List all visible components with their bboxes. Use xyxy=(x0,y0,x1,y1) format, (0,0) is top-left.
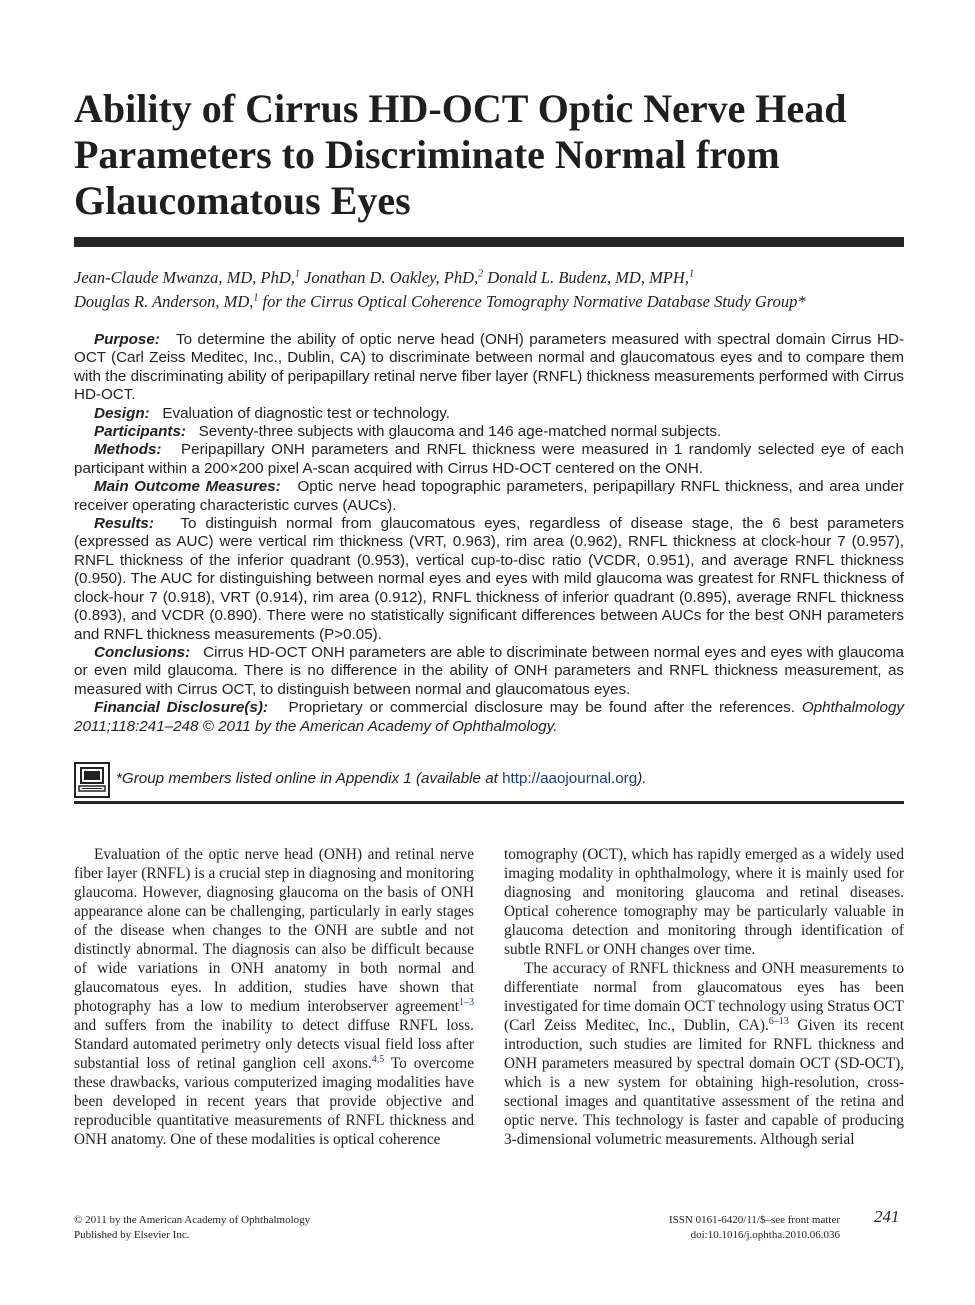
body-paragraph: The accuracy of RNFL thickness and ONH measurements to differentiate normal from glaucomatous eyes has been investigated for time domain OCT technology using Stratus OCT (Carl Zeiss Meditec, Inc., Dublin, CA).$^{6-13}$ Given its recent introduction, such studies are limited for RNFL thickness and ONH parameters measured by spectral domain OCT (SD-OCT), which is a new system for obtaining high-resolution, cross-sectional images and quantitative assessment of the retina and optic nerve. This technology is faster and capable of producing 3-dimensional volumetric measurements. Although serial xyxy=(504,960,904,1148)
title-divider xyxy=(74,237,904,247)
affiliation-mark: 1 xyxy=(253,292,259,304)
abstract-purpose xyxy=(74,331,904,405)
section-label: Participants: xyxy=(94,423,186,441)
page-number: 241 xyxy=(874,1207,900,1226)
copyright: © 2011 by the American Academy of Ophthalmology xyxy=(74,1214,311,1226)
abstract xyxy=(74,331,904,736)
body-paragraph: Evaluation of the optic nerve head (ONH) and retinal nerve fiber layer (RNFL) is a crucial step in diagnosing and monitoring glaucoma. However, diagnosing glaucoma on the basis of ONH appearance alone can be challenging, particularly in early stages of the disease when changes to the ONH are subtle and not distinctly abnormal. The diagnosis can also be difficult because of wide variations in ONH anatomy in both normal and glaucomatous eyes. In addition, studies have shown that photography has a low to medium interobserver agreement$^{1-3}$ and suffers from the inability to detect diffuse RNFL loss. Standard automated perimetry only detects visual field loss after substantial loss of retinal ganglion cell axons.$^{4,5}$ To overcome these drawbacks, various computerized imaging modalities have been developed in recent years that provide objective and reproducible quantitative measurements of RNFL thickness and ONH anatomy. One of these modalities is optical coherence xyxy=(74,846,474,1148)
reference-link[interactable]: 4,5 xyxy=(371,1053,385,1065)
section-text: Cirrus HD-OCT ONH parameters are able to discriminate between normal eyes and eyes with glaucoma or even mild glaucoma. There is no difference in the ability of ONH parameters and RNFL thickness measurement, as measured with Cirrus OCT, to distinguish between normal and glaucomatous eyes. xyxy=(74,643,904,698)
section-text: Seventy-three subjects with glaucoma and 146 age-matched normal subjects. xyxy=(198,423,722,441)
section-text: To distinguish normal from glaucomatous eyes, regardless of disease stage, the 6 best parameters (expressed as AUC) were vertical rim thickness (VRT, 0.963), rim area (0.962), RNFL thickness at clock-hour 7 (0.957), RNFL thickness of the inferior quadrant (0.953), vertical cup-to-disc ratio (VCDR, 0.951), and average RNFL thickness (0.950). The AUC for distinguishing between normal eyes and eyes with mild glaucoma was greatest for RNFL thickness of clock-hour 7 (0.918), VRT (0.914), rim area (0.912), RNFL thickness of inferior quadrant (0.895), average RNFL thickness (0.893), and VCDR (0.890). There were no statistically significant differences between AUCs for the best ONH parameters and RNFL thickness measurements (P>0.05). xyxy=(74,515,904,643)
appendix-note xyxy=(74,760,904,798)
study-group: for the Cirrus Optical Coherence Tomography Normative Database Study Group* xyxy=(262,292,806,311)
abstract-participants xyxy=(74,423,904,441)
body-paragraph: tomography (OCT), which has rapidly emerged as a widely used imaging modality in ophthalmology, where it is mainly used for diagnosing and monitoring glaucoma and retinal diseases. Optical coherence tomography may be particularly valuable in glaucoma detection and monitoring through identification of subtle RNFL or ONH changes over time. xyxy=(504,846,904,958)
section-text: Optic nerve head topographic parameters, peripapillary RNFL thickness, and area under receiver operating characteristic curves (AUCs). xyxy=(74,478,904,514)
abstract-results xyxy=(74,515,904,644)
abstract-methods xyxy=(74,441,904,478)
section-label: Results: xyxy=(94,515,154,533)
section-label: Financial Disclosure(s): xyxy=(94,699,268,717)
issn: ISSN 0161-6420/11/$–see front matter xyxy=(669,1214,840,1226)
affiliation-mark: 2 xyxy=(478,268,484,280)
article-title: Ability of Cirrus HD-OCT Optic Nerve Head Parameters to Discriminate Normal from Glaucomatous Eyes xyxy=(74,86,847,223)
section-text: Proprietary or commercial disclosure may be found after the references. xyxy=(288,699,795,717)
abstract-outcome xyxy=(74,478,904,515)
affiliation-mark: 1 xyxy=(294,268,300,280)
journal-link[interactable]: http://aaojournal.org xyxy=(502,770,638,787)
abstract-design xyxy=(74,405,904,423)
appendix-text-before: *Group members listed online in Appendix 1 (available at xyxy=(116,770,503,787)
author-name: Jonathan D. Oakley, PhD, xyxy=(304,268,479,287)
body-column-right xyxy=(504,845,904,1149)
reference-link[interactable]: 6–13 xyxy=(768,1015,789,1027)
section-label: Design: xyxy=(94,404,150,422)
author-name: Douglas R. Anderson, MD, xyxy=(74,292,254,311)
section-label: Conclusions: xyxy=(94,643,191,661)
author-name: Jean-Claude Mwanza, MD, PhD, xyxy=(74,268,295,287)
author-name: Donald L. Budenz, MD, MPH, xyxy=(487,268,689,287)
computer-icon xyxy=(74,762,110,798)
doi: doi:10.1016/j.ophtha.2010.06.036 xyxy=(690,1229,840,1241)
body-column-left xyxy=(74,845,474,1149)
footer-right xyxy=(640,1213,840,1243)
abstract-divider xyxy=(74,801,904,804)
section-label: Main Outcome Measures: xyxy=(94,478,281,496)
section-text: To determine the ability of optic nerve head (ONH) parameters measured with spectral domain Cirrus HD-OCT (Carl Zeiss Meditec, Inc., Dublin, CA) to discriminate between normal and glaucomatous eyes and to compare them with the discriminating ability of peripapillary retinal nerve fiber layer (RNFL) thickness measurements performed with Cirrus HD-OCT. xyxy=(74,331,904,404)
section-text: Evaluation of diagnostic test or technology. xyxy=(162,404,450,422)
journal-citation: Ophthalmology 2011;118:241–248 © 2011 by the American Academy of Ophthalmology. xyxy=(74,699,904,735)
affiliation-mark: 1 xyxy=(688,268,694,280)
footer-left xyxy=(74,1213,310,1243)
publisher: Published by Elsevier Inc. xyxy=(74,1229,190,1241)
section-text: Peripapillary ONH parameters and RNFL thickness were measured in 1 randomly selected eye of each participant within a 200×200 pixel A-scan acquired with Cirrus HD-OCT centered on the ONH. xyxy=(74,441,904,477)
appendix-text xyxy=(116,770,646,787)
author-list xyxy=(74,266,904,314)
appendix-text-after: ). xyxy=(637,770,647,787)
section-label: Purpose: xyxy=(94,331,160,348)
abstract-conclusions xyxy=(74,644,904,699)
reference-link[interactable]: 1–3 xyxy=(459,996,474,1008)
abstract-disclosure xyxy=(74,699,904,736)
section-label: Methods: xyxy=(94,441,162,459)
